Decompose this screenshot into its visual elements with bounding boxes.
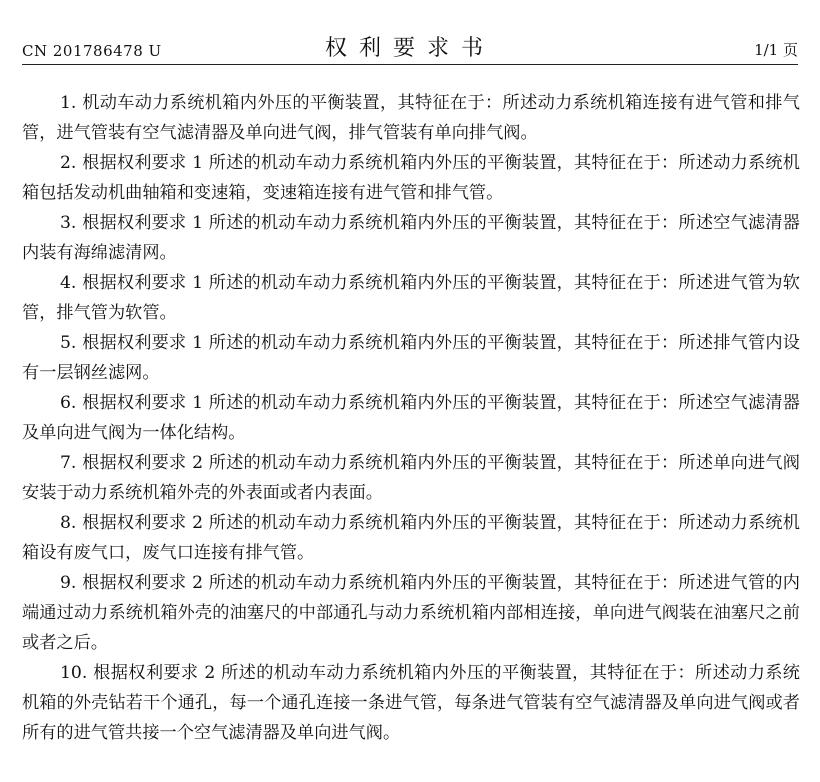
claim-item: 3. 根据权利要求 1 所述的机动车动力系统机箱内外压的平衡装置，其特征在于：所述空气滤清器内装有海绵滤清网。: [22, 213, 800, 263]
page-number: 1/1 页: [754, 41, 798, 59]
claims-list: [22, 88, 800, 748]
claim-item: 4. 根据权利要求 1 所述的机动车动力系统机箱内外压的平衡装置，其特征在于：所述进气管为软管，排气管为软管。: [22, 273, 800, 323]
claim-item: 2. 根据权利要求 1 所述的机动车动力系统机箱内外压的平衡装置，其特征在于：所述动力系统机箱包括发动机曲轴箱和变速箱，变速箱连接有进气管和排气管。: [22, 153, 800, 203]
claim-item: 10. 根据权利要求 2 所述的机动车动力系统机箱内外压的平衡装置，其特征在于：所述动力系统机箱的外壳钻若干个通孔，每一个通孔连接一条进气管，每条进气管装有空气滤清器及单向进气阀或者所有的进气管共接一个空气滤清器及单向进气阀。: [22, 663, 800, 743]
document-title: 权利要求书: [324, 36, 495, 61]
claim-item: 7. 根据权利要求 2 所述的机动车动力系统机箱内外压的平衡装置，其特征在于：所述单向进气阀安装于动力系统机箱外壳的外表面或者内表面。: [22, 453, 800, 503]
page-header: [22, 30, 798, 65]
claim-item: 6. 根据权利要求 1 所述的机动车动力系统机箱内外压的平衡装置，其特征在于：所述空气滤清器及单向进气阀为一体化结构。: [22, 393, 800, 443]
document-number: CN 201786478 U: [22, 42, 162, 60]
claim-item: 5. 根据权利要求 1 所述的机动车动力系统机箱内外压的平衡装置，其特征在于：所述排气管内设有一层钢丝滤网。: [22, 333, 800, 383]
claim-item: 8. 根据权利要求 2 所述的机动车动力系统机箱内外压的平衡装置，其特征在于：所述动力系统机箱设有废气口，废气口连接有排气管。: [22, 513, 800, 563]
claim-item: 1. 机动车动力系统机箱内外压的平衡装置，其特征在于：所述动力系统机箱连接有进气管和排气管，进气管装有空气滤清器及单向进气阀，排气管装有单向排气阀。: [22, 93, 800, 143]
claim-item: 9. 根据权利要求 2 所述的机动车动力系统机箱内外压的平衡装置，其特征在于：所述进气管的内端通过动力系统机箱外壳的油塞尺的中部通孔与动力系统机箱内部相连接，单向进气阀装在油塞尺之前或者之后。: [22, 573, 800, 653]
